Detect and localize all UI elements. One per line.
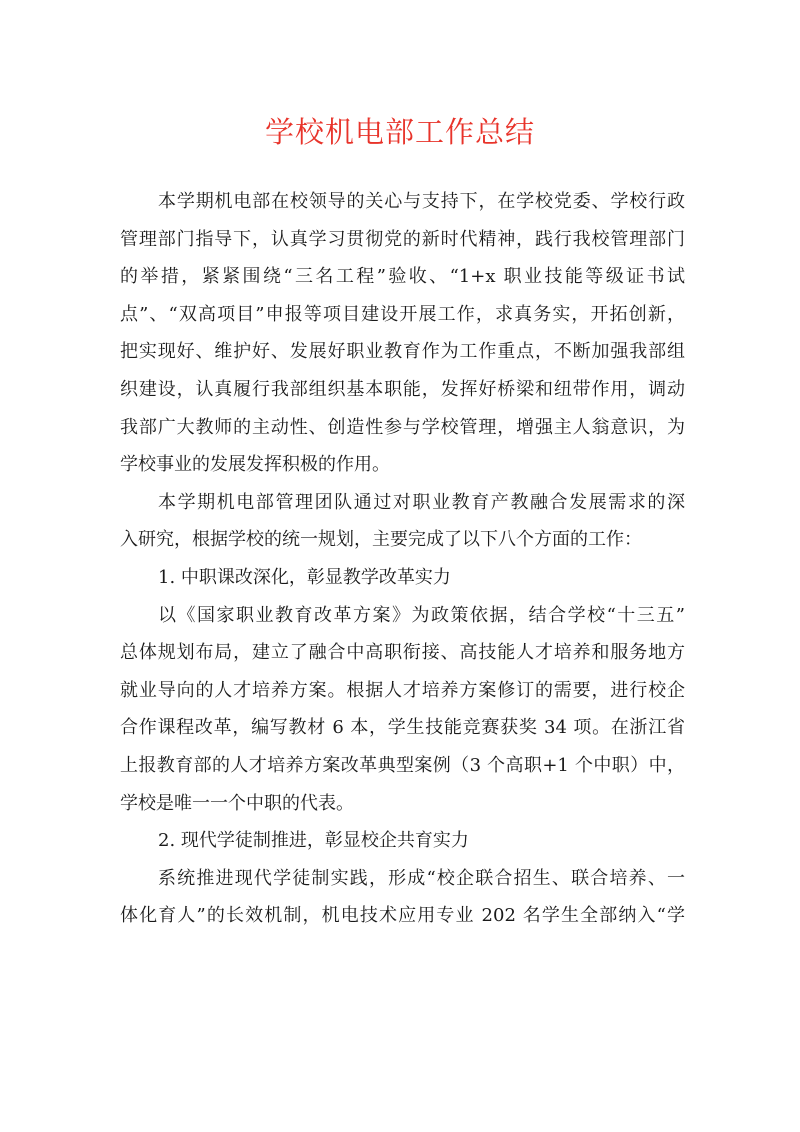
text-line: 就业导向的人才培养方案。根据人才培养方案修订的需要，进行校企 [120, 679, 685, 701]
text-line: 入研究，根据学校的统一规划，主要完成了以下八个方面的工作： [120, 529, 642, 551]
text-line: 合作课程改革，编写教材 6 本，学生技能竞赛获奖 34 项。在浙江省 [120, 717, 685, 739]
document-body [120, 183, 685, 935]
paragraph [120, 860, 685, 935]
text-line: 我部广大教师的主动性、创造性参与学校管理，增强主人翁意识，为 [120, 416, 685, 438]
text-line: 的举措，紧紧围绕“三名工程”验收、“1+x 职业技能等级证书试 [120, 266, 685, 288]
section-heading-text: 1. 中职课改深化，彰显教学改革实力 [158, 566, 451, 588]
text-line: 点”、“双高项目”申报等项目建设开展工作，求真务实，开拓创新， [120, 303, 685, 325]
text-line: 体化育人”的长效机制，机电技术应用专业 202 名学生全部纳入“学 [120, 905, 685, 927]
text-line: 系统推进现代学徒制实践，形成“校企联合招生、联合培养、一 [158, 867, 685, 889]
text-line: 本学期机电部在校领导的关心与支持下，在学校党委、学校行政 [158, 191, 685, 212]
section-heading-text: 2. 现代学徒制推进，彰显校企共育实力 [158, 830, 469, 852]
document-title: 学校机电部工作总结 [264, 115, 535, 149]
paragraph [120, 484, 685, 559]
section-heading [120, 822, 685, 860]
text-line: 把实现好、维护好、发展好职业教育作为工作重点，不断加强我部组 [120, 341, 685, 363]
text-line: 学校事业的发展发挥积极的作用。 [120, 454, 390, 476]
text-line: 以《国家职业教育改革方案》为政策依据，结合学校“十三五” [158, 604, 685, 626]
text-line: 学校是唯一一个中职的代表。 [120, 792, 354, 814]
text-line: 织建设，认真履行我部组织基本职能，发挥好桥梁和纽带作用，调动 [120, 378, 685, 400]
text-line: 上报教育部的人才培养方案改革典型案例（3 个高职+1 个中职）中， [120, 754, 685, 776]
section-heading [120, 559, 685, 597]
text-line: 管理部门指导下，认真学习贯彻党的新时代精神，践行我校管理部门 [120, 228, 685, 250]
text-line: 本学期机电部管理团队通过对职业教育产教融合发展需求的深 [158, 491, 685, 513]
paragraph [120, 183, 685, 484]
text-line: 总体规划布局，建立了融合中高职衔接、高技能人才培养和服务地方 [120, 642, 685, 664]
paragraph [120, 597, 685, 823]
